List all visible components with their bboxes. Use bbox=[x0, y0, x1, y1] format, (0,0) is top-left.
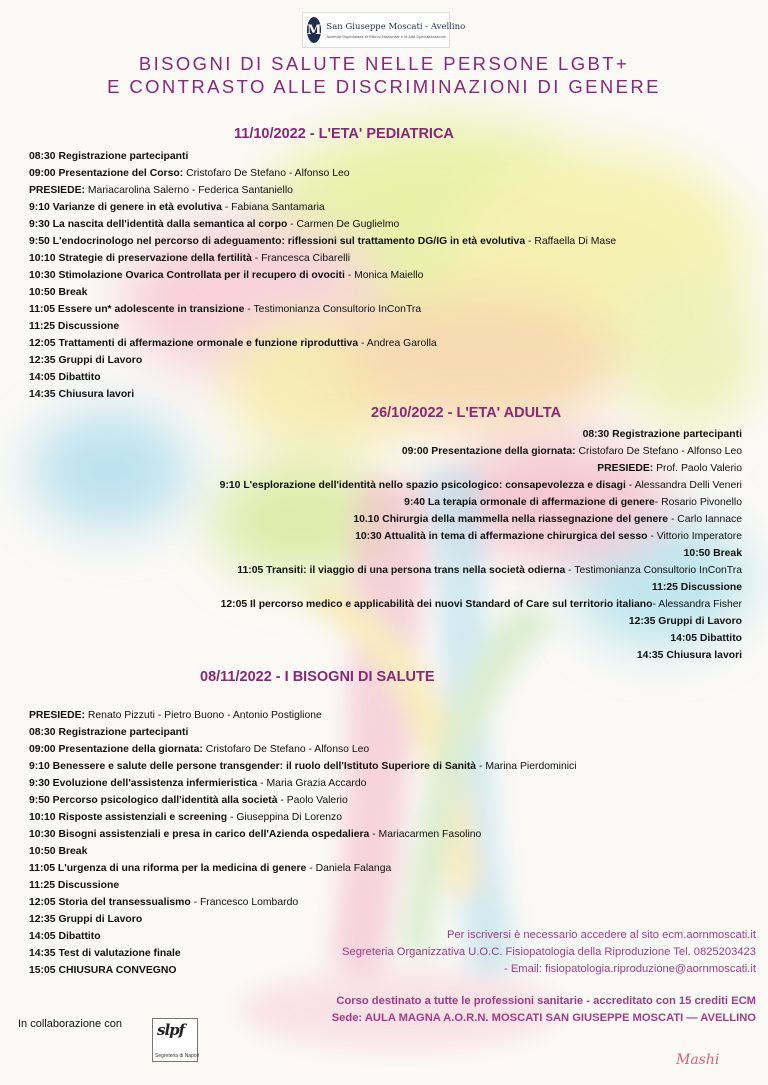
program-item bbox=[220, 613, 742, 630]
program-item-speaker: Renato Pizzuti - Pietro Buono - Antonio Postiglione bbox=[85, 710, 322, 721]
program-item bbox=[29, 182, 616, 199]
program-item-speaker: - Testimonianza Consultorio InConTra bbox=[565, 565, 742, 576]
program-item bbox=[29, 860, 577, 877]
partner-logo-text: slpf bbox=[157, 1021, 185, 1039]
program-item-speaker: - Giuseppina Di Lorenzo bbox=[227, 812, 343, 823]
secretariat-line: Segreteria Organizzativa U.O.C. Fisiopatologia della Riproduzione Tel. 0825203423 bbox=[342, 946, 756, 958]
program-item-speaker: Prof. Paolo Valerio bbox=[653, 463, 742, 474]
program-item-title: 12:35 Gruppi di Lavoro bbox=[29, 355, 143, 366]
day2-program bbox=[220, 426, 742, 664]
program-item bbox=[29, 165, 616, 182]
program-item-speaker: Cristofaro De Stefano - Alfonso Leo bbox=[202, 744, 370, 755]
program-item-title: 12:05 Il percorso medico e applicabilità dei nuovi Standard of Care sul territorio italiano bbox=[220, 599, 653, 610]
program-item-title: 9:40 La terapia ormonale di affermazione di genere bbox=[404, 497, 655, 508]
day3-title: 08/11/2022 - I BISOGNI DI SALUTE bbox=[200, 669, 435, 685]
program-item-title: 14:05 Dibattito bbox=[29, 372, 101, 383]
program-item-title: 14:35 Chiusura lavori bbox=[29, 389, 135, 400]
ecm-credits-line: Corso destinato a tutte le professioni sanitarie - accreditato con 15 crediti ECM bbox=[336, 995, 756, 1007]
program-item bbox=[29, 826, 577, 843]
program-item-title: 14:35 Test di valutazione finale bbox=[29, 948, 181, 959]
program-item-title: 10:30 Attualità in tema di affermazione chirurgica del sesso bbox=[355, 531, 648, 542]
main-title-line1: BISOGNI DI SALUTE NELLE PERSONE LGBT+ bbox=[138, 53, 630, 74]
artist-signature: Mashi bbox=[676, 1052, 720, 1068]
program-item-title: 15:05 CHIUSURA CONVEGNO bbox=[29, 965, 177, 976]
program-item bbox=[29, 301, 616, 318]
program-item-speaker: - Monica Maiello bbox=[344, 270, 424, 281]
hospital-logo bbox=[302, 12, 466, 48]
program-item-speaker: - Rosario Pivonello bbox=[654, 497, 742, 508]
program-item-speaker: Cristofaro De Stefano - Alfonso Leo bbox=[575, 446, 742, 457]
program-item bbox=[29, 894, 577, 911]
program-item-title: PRESIEDE: bbox=[29, 710, 86, 721]
program-item-speaker: - Testimonianza Consultorio InConTra bbox=[244, 304, 422, 315]
partner-logo bbox=[152, 1018, 198, 1062]
program-item-title: 10:10 Risposte assistenziali e screening bbox=[29, 812, 228, 823]
program-item-title: 10:50 Break bbox=[683, 548, 742, 559]
program-item-title: 14:05 Dibattito bbox=[29, 931, 101, 942]
program-item-title: 09:00 Presentazione del Corso: bbox=[29, 168, 184, 179]
program-item bbox=[29, 775, 577, 792]
program-item-title: 9:10 Benessere e salute delle persone transgender: il ruolo dell'Istituto Superiore di Sanità bbox=[29, 761, 477, 772]
program-item-speaker: - Mariacarmen Fasolino bbox=[369, 829, 482, 840]
email-line: - Email: fisiopatologia.riproduzione@aornmoscati.it bbox=[503, 963, 756, 975]
program-item bbox=[29, 250, 616, 267]
program-item bbox=[220, 494, 742, 511]
program-item-title: 10:10 Strategie di preservazione della fertilità bbox=[29, 253, 252, 264]
program-item-title: 14:35 Chiusura lavori bbox=[636, 650, 742, 661]
program-item-title: 9:10 L'esplorazione dell'identità nello spazio psicologico: consapevolezza e disagi bbox=[219, 480, 626, 491]
moscati-emblem-icon: M bbox=[307, 17, 321, 43]
program-item-title: 11:25 Discussione bbox=[29, 880, 120, 891]
program-item bbox=[29, 318, 616, 335]
program-item bbox=[29, 809, 577, 826]
program-item-title: 9:50 Percorso psicologico dall'identità alla società bbox=[29, 795, 278, 806]
program-item bbox=[29, 352, 616, 369]
program-item-title: PRESIEDE: bbox=[597, 463, 654, 474]
program-item-title: 12:35 Gruppi di Lavoro bbox=[29, 914, 143, 925]
program-item bbox=[29, 284, 616, 301]
program-item-title: 08:30 Registrazione partecipanti bbox=[582, 429, 742, 440]
program-item bbox=[29, 267, 616, 284]
program-item bbox=[220, 545, 742, 562]
program-item-speaker: - Alessandra Delli Veneri bbox=[625, 480, 742, 491]
program-item-speaker: - Marina Pierdominici bbox=[476, 761, 577, 772]
program-item bbox=[29, 792, 577, 809]
program-item bbox=[29, 148, 616, 165]
program-item bbox=[220, 511, 742, 528]
program-item-title: 10:50 Break bbox=[29, 846, 88, 857]
program-item bbox=[220, 443, 742, 460]
program-item bbox=[29, 707, 577, 724]
course-info bbox=[332, 993, 756, 1027]
program-item bbox=[220, 426, 742, 443]
registration-line: Per iscriversi è necessario accedere al sito ecm.aornmoscati.it bbox=[446, 929, 756, 941]
program-item-title: 12:35 Gruppi di Lavoro bbox=[628, 616, 742, 627]
venue-line: Sede: AULA MAGNA A.O.R.N. MOSCATI SAN GIUSEPPE MOSCATI — AVELLINO bbox=[331, 1012, 756, 1024]
program-item-title: 11:05 Transiti: il viaggio di una persona trans nella società odierna bbox=[237, 565, 566, 576]
program-item-title: 09:00 Presentazione della giornata: bbox=[29, 744, 203, 755]
program-item bbox=[220, 630, 742, 647]
registration-info bbox=[342, 927, 756, 978]
program-item-title: 10:30 Stimolazione Ovarica Controllata per il recupero di ovociti bbox=[29, 270, 345, 281]
program-item-speaker: Mariacarolina Salerno - Federica Santaniello bbox=[85, 185, 293, 196]
program-item-title: 9:30 Evoluzione dell'assistenza infermieristica bbox=[29, 778, 258, 789]
program-item-title: PRESIEDE: bbox=[29, 185, 86, 196]
main-title-line2: E CONTRASTO ALLE DISCRIMINAZIONI DI GENERE bbox=[107, 76, 661, 97]
program-item-speaker: - Alessandra Fisher bbox=[652, 599, 742, 610]
program-item-speaker: - Carlo Iannace bbox=[668, 514, 742, 525]
program-item bbox=[29, 758, 577, 775]
program-item bbox=[29, 233, 616, 250]
program-item-speaker: Cristofaro De Stefano - Alfonso Leo bbox=[183, 168, 350, 179]
program-item-title: 11:05 L'urgenza di una riforma per la medicina di genere bbox=[29, 863, 307, 874]
program-item-title: 9:30 La nascita dell'identità dalla semantica al corpo bbox=[29, 219, 288, 230]
program-item bbox=[29, 741, 577, 758]
program-item bbox=[29, 911, 577, 928]
program-item-title: 12:05 Storia del transessualismo bbox=[29, 897, 191, 908]
program-item bbox=[220, 596, 742, 613]
program-item-speaker: - Fabiana Santamaria bbox=[221, 202, 325, 213]
program-item bbox=[220, 579, 742, 596]
program-item-speaker: - Carmen De Guglielmo bbox=[287, 219, 400, 230]
program-item bbox=[29, 369, 616, 386]
program-item-speaker: - Raffaella Di Mase bbox=[525, 236, 617, 247]
program-item bbox=[29, 335, 616, 352]
program-item-speaker: - Paolo Valerio bbox=[277, 795, 348, 806]
program-item bbox=[220, 477, 742, 494]
program-item bbox=[29, 199, 616, 216]
program-item bbox=[220, 562, 742, 579]
program-item-title: 10.10 Chirurgia della mammella nella riassegnazione del genere bbox=[353, 514, 669, 525]
org-name: San Giuseppe Moscati - Avellino bbox=[326, 21, 466, 32]
program-item-speaker: - Daniela Falanga bbox=[306, 863, 392, 874]
day2-title: 26/10/2022 - L'ETA' ADULTA bbox=[371, 405, 562, 421]
program-item-title: 14:05 Dibattito bbox=[670, 633, 742, 644]
partner-logo-subtitle: Segreteria di Napoli bbox=[155, 1053, 199, 1059]
org-subtitle: Azienda Ospedaliera di Rilievo Nazionale e di Alta Specializzazione bbox=[326, 33, 447, 39]
program-item-speaker: - Maria Grazia Accardo bbox=[257, 778, 367, 789]
program-item-title: 11:25 Discussione bbox=[651, 582, 742, 593]
program-item-title: 10:50 Break bbox=[29, 287, 88, 298]
program-item bbox=[29, 843, 577, 860]
program-item-title: 10:30 Bisogni assistenziali e presa in carico dell'Azienda ospedaliera bbox=[29, 829, 370, 840]
program-item bbox=[220, 647, 742, 664]
program-item bbox=[220, 460, 742, 477]
program-item-title: 08:30 Registrazione partecipanti bbox=[29, 727, 189, 738]
program-item bbox=[29, 877, 577, 894]
program-item-speaker: - Francesca Cibarelli bbox=[251, 253, 351, 264]
program-item bbox=[29, 386, 616, 403]
day1-title: 11/10/2022 - L'ETA' PEDIATRICA bbox=[234, 126, 454, 142]
program-item-title: 9:50 L'endocrinologo nel percorso di adeguamento: riflessioni sul trattamento DG/IG in età evolutiva bbox=[29, 236, 526, 247]
collaboration-label: In collaborazione con bbox=[18, 1018, 122, 1030]
program-item-title: 11:25 Discussione bbox=[29, 321, 120, 332]
program-item-speaker: - Andrea Garolla bbox=[358, 338, 437, 349]
program-item-speaker: - Francesco Lombardo bbox=[190, 897, 299, 908]
program-item-title: 09:00 Presentazione della giornata: bbox=[401, 446, 576, 457]
program-item-speaker: - Vittorio Imperatore bbox=[647, 531, 742, 542]
day1-program bbox=[29, 148, 616, 403]
program-item-title: 9:10 Varianze di genere in età evolutiva bbox=[29, 202, 222, 213]
program-item-title: 11:05 Essere un* adolescente in transizione bbox=[29, 304, 245, 315]
program-item bbox=[29, 216, 616, 233]
program-item-title: 08:30 Registrazione partecipanti bbox=[29, 151, 189, 162]
program-item bbox=[220, 528, 742, 545]
program-item-title: 12:05 Trattamenti di affermazione ormonale e funzione riproduttiva bbox=[29, 338, 359, 349]
program-item bbox=[29, 724, 577, 741]
